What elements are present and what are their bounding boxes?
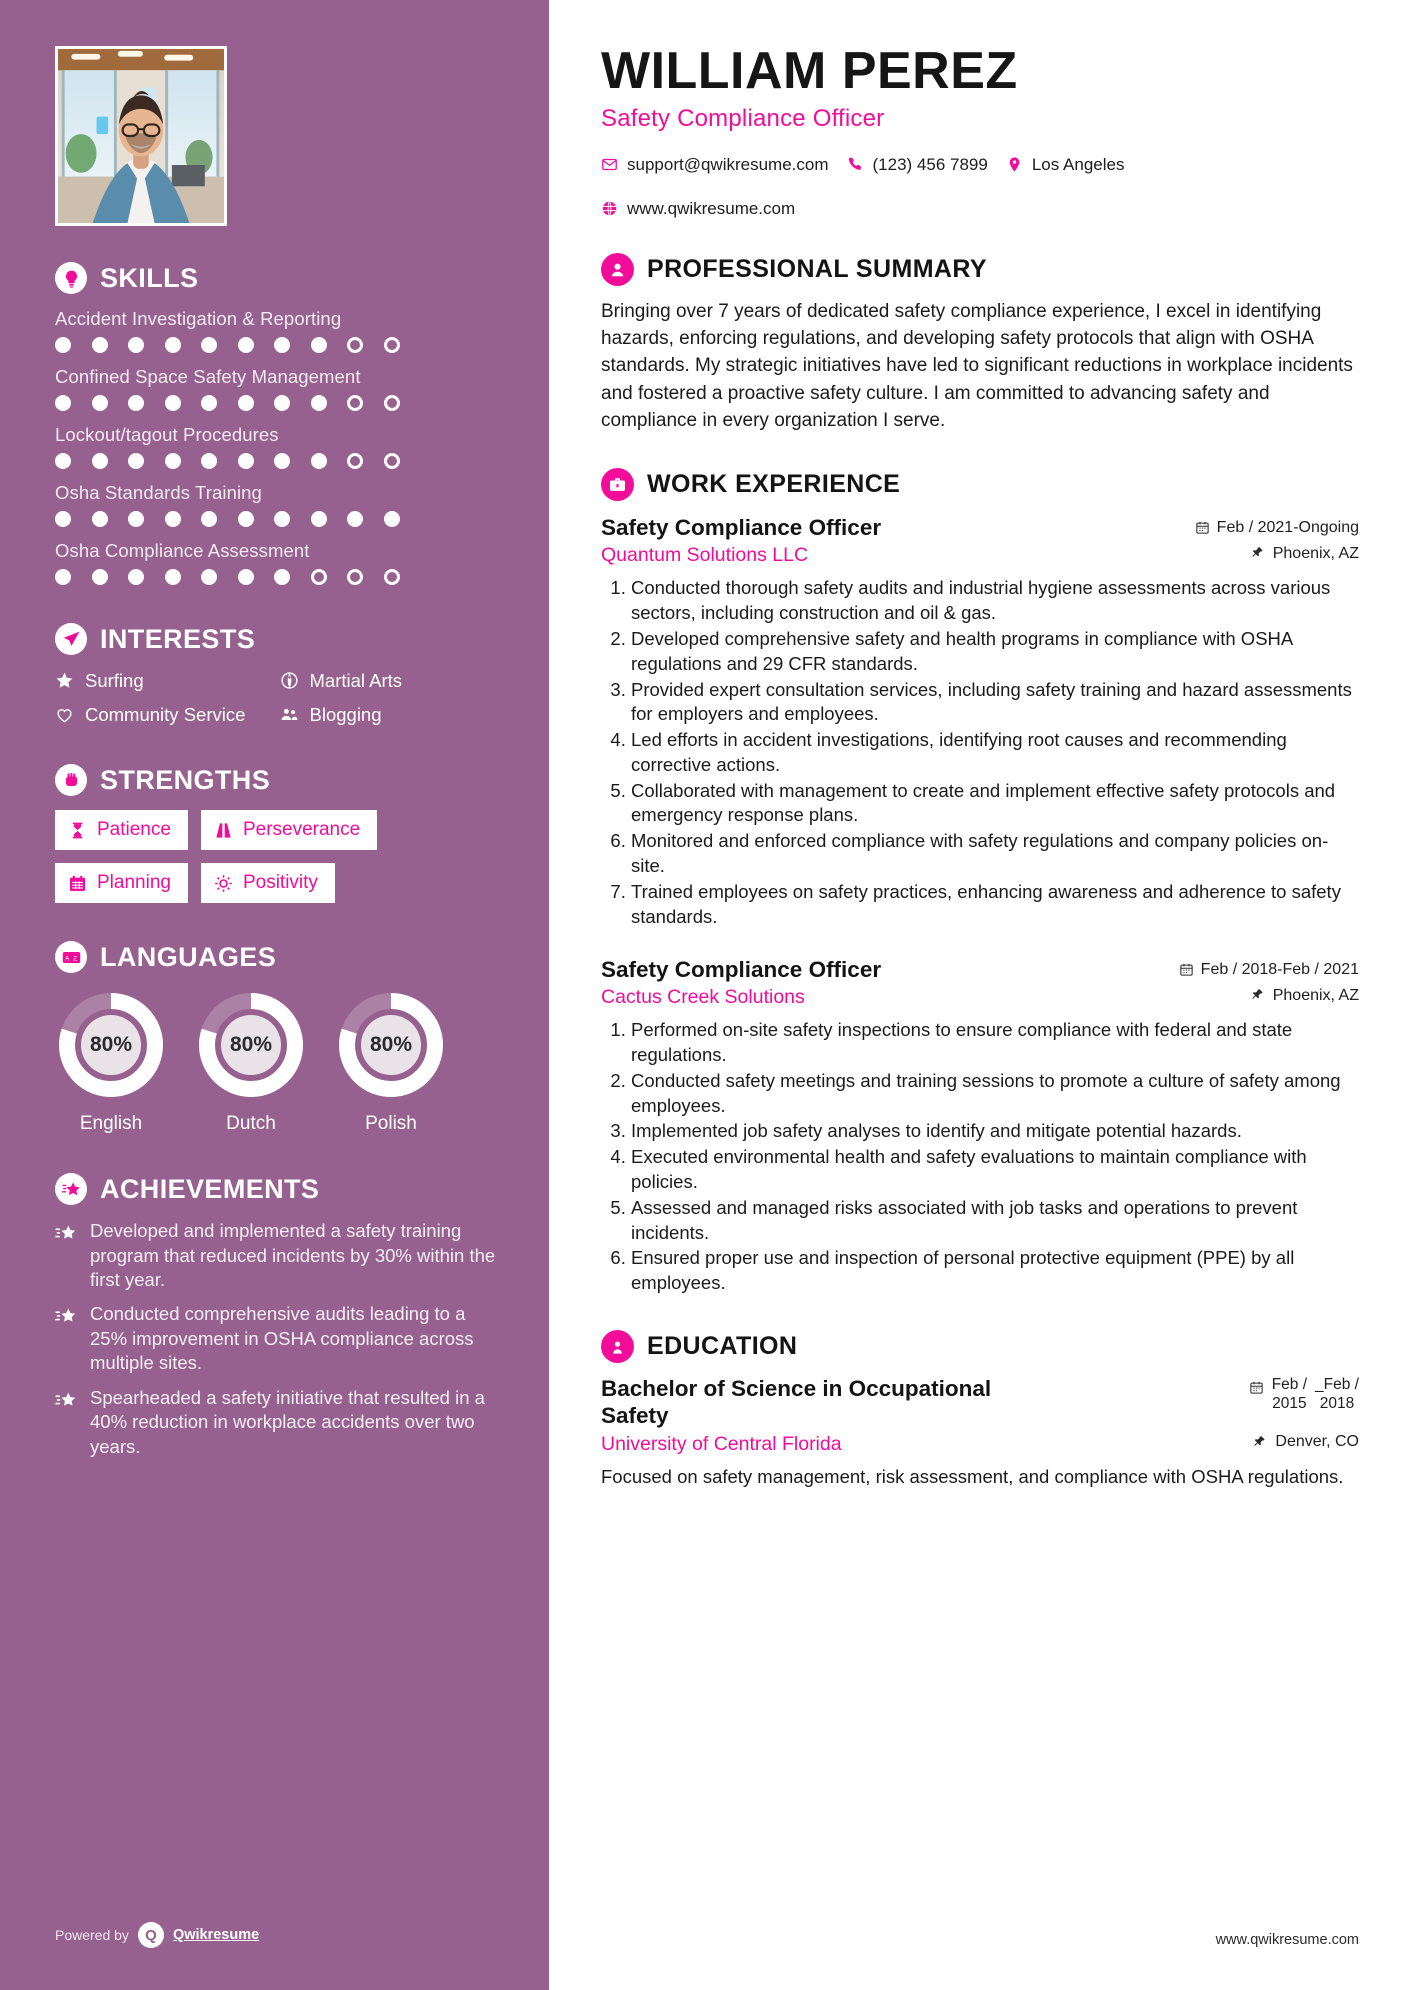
- skill-dot-filled: [238, 511, 254, 527]
- section-achievements: [0, 1173, 555, 1459]
- skills-list: [55, 308, 500, 585]
- skill-dot-filled: [55, 337, 71, 353]
- skill-dot-filled: [311, 453, 327, 469]
- skill-dot-filled: [165, 453, 181, 469]
- education-degree: Bachelor of Science in Occupational Safety: [601, 1375, 992, 1428]
- skill-dot-filled: [238, 337, 254, 353]
- strength-label: Perseverance: [242, 819, 361, 841]
- job-entry: [601, 515, 1359, 929]
- skill-dot-filled: [92, 395, 108, 411]
- education-list: [601, 1375, 1359, 1490]
- shooting-star-icon: [55, 1219, 77, 1292]
- education-description: Focused on safety management, risk assessment, and compliance with OSHA regulations.: [601, 1465, 1344, 1487]
- language-item: [55, 989, 167, 1135]
- languages-header: [55, 941, 500, 973]
- job-dates-text: Feb / 2021-Ongoing: [1216, 518, 1359, 536]
- skill-row: [55, 308, 500, 353]
- fist-icon: [55, 764, 87, 796]
- skill-dot-filled: [165, 569, 181, 585]
- job-location-text: Phoenix, AZ: [1272, 986, 1359, 1004]
- interest-label: Martial Arts: [309, 670, 403, 691]
- edu-start-year: 2015: [1272, 1395, 1307, 1413]
- skill-dot-filled: [165, 511, 181, 527]
- map-pin-icon: [1006, 156, 1023, 173]
- globe-icon: [601, 200, 618, 217]
- interests-title: INTERESTS: [100, 623, 256, 654]
- skill-label: Osha Standards Training: [55, 482, 262, 503]
- skill-dot-empty: [311, 569, 327, 585]
- svg-text:A: A: [64, 955, 69, 963]
- page-title: WILLIAM PEREZ: [601, 42, 1018, 100]
- job-dates: [1179, 961, 1359, 979]
- user-circle-icon: [601, 253, 634, 286]
- skill-dot-filled: [274, 569, 290, 585]
- translate-icon: [55, 941, 87, 973]
- strength-label: Planning: [97, 872, 171, 894]
- skill-dot-empty: [347, 395, 363, 411]
- avatar: [55, 46, 227, 226]
- achievement-text: Spearheaded a safety initiative that resulted in a 40% reduction in workplace accidents over two years.: [90, 1386, 485, 1457]
- language-percent: 80%: [369, 1033, 413, 1057]
- envelope-icon: [601, 156, 618, 173]
- job-bullet: 2. Conducted safety meetings and training sessions to promote a culture of safety among employees.: [631, 1069, 1359, 1119]
- skill-dot-empty: [384, 569, 400, 585]
- interest-item: [280, 703, 501, 726]
- section-education: [601, 1330, 1359, 1490]
- strength-chip: [201, 863, 335, 903]
- education-location-text: Denver, CO: [1275, 1433, 1359, 1451]
- contact-item[interactable]: [847, 155, 988, 175]
- briefcase-icon: [601, 468, 634, 501]
- skill-dot-empty: [347, 569, 363, 585]
- paper-plane-icon: [55, 623, 87, 655]
- language-item: [335, 989, 447, 1135]
- martial-arts-icon: [280, 669, 299, 690]
- job-bullet: 7. Trained employees on safety practices, enhancing awareness and adherence to safety standards.: [631, 880, 1359, 930]
- calendar-icon: [68, 874, 87, 893]
- interest-label: Blogging: [309, 704, 382, 726]
- calendar-small-icon: [1179, 962, 1194, 977]
- skill-dot-filled: [311, 395, 327, 411]
- contact-item[interactable]: [601, 155, 829, 175]
- achievement-text: Developed and implemented a safety training program that reduced incidents by 30% within the first year.: [90, 1220, 496, 1291]
- language-label: English: [79, 1113, 143, 1135]
- skill-label: Accident Investigation & Reporting: [55, 308, 342, 329]
- skill-row: [55, 366, 500, 411]
- strength-chip: [201, 810, 377, 850]
- achievement-text: Conducted comprehensive audits leading to a 25% improvement in OSHA compliance across multiple sites.: [90, 1303, 474, 1374]
- strength-chip: [55, 863, 188, 903]
- strength-label: Positivity: [242, 872, 318, 894]
- contact-item[interactable]: [601, 199, 795, 219]
- skill-rating: [55, 395, 500, 411]
- section-work-experience: [601, 468, 1359, 1296]
- job-bullet: 1. Conducted thorough safety audits and industrial hygiene assessments across various sectors, including construction and oil & gas.: [631, 576, 1359, 626]
- skill-dot-filled: [55, 395, 71, 411]
- strengths-header: [55, 764, 500, 796]
- qwikresume-logo-icon: Q: [138, 1922, 164, 1948]
- skill-dot-filled: [92, 569, 108, 585]
- skill-dot-filled: [128, 453, 144, 469]
- achievement-item: [55, 1386, 500, 1459]
- skill-dot-filled: [128, 511, 144, 527]
- people-icon: [280, 703, 299, 724]
- job-title: Safety Compliance Officer: [601, 515, 882, 541]
- skill-row: [55, 424, 500, 469]
- edu-end-month: _Feb /: [1315, 1375, 1359, 1393]
- education-school: University of Central Florida: [601, 1432, 842, 1455]
- contact-item[interactable]: [1006, 155, 1125, 175]
- contact-list: [601, 155, 1241, 219]
- hand-heart-icon: [55, 703, 74, 724]
- strength-label: Patience: [97, 819, 171, 841]
- skill-dot-filled: [238, 453, 254, 469]
- achievement-item: [55, 1219, 500, 1292]
- language-percent: 80%: [89, 1033, 133, 1057]
- skill-dot-filled: [128, 569, 144, 585]
- strength-chip: [55, 810, 188, 850]
- work-title: WORK EXPERIENCE: [647, 470, 901, 499]
- job-bullet: 3. Provided expert consultation services, including safety training and hazard assessments for employers and employees.: [631, 678, 1359, 728]
- skill-rating: [55, 569, 500, 585]
- education-location: [1253, 1433, 1359, 1451]
- skill-dot-filled: [201, 395, 217, 411]
- skill-dot-empty: [384, 395, 400, 411]
- interest-label: Community Service: [85, 704, 246, 726]
- job-company: Cactus Creek Solutions: [601, 986, 805, 1009]
- skill-label: Confined Space Safety Management: [55, 366, 361, 387]
- skill-row: [55, 482, 500, 527]
- powered-by-label: Powered by: [55, 1927, 129, 1943]
- skill-dot-filled: [311, 337, 327, 353]
- languages-list: [55, 989, 500, 1135]
- job-bullet-list: [601, 1018, 1359, 1296]
- contact-value: Los Angeles: [1031, 154, 1125, 174]
- skill-dot-filled: [201, 337, 217, 353]
- skill-dot-filled: [201, 453, 217, 469]
- job-company-row: [601, 986, 1359, 1009]
- section-languages: [0, 941, 555, 1135]
- summary-header: [601, 253, 1359, 286]
- interests-list: [55, 669, 500, 726]
- achievements-header: [55, 1173, 500, 1205]
- svg-text:Z: Z: [72, 955, 77, 963]
- skill-dot-filled: [274, 453, 290, 469]
- job-bullet: 2. Developed comprehensive safety and health programs in compliance with OSHA regulations and 29 CFR standards.: [631, 627, 1359, 677]
- education-entry: [601, 1375, 1359, 1490]
- interest-item: [55, 669, 276, 692]
- skill-rating: [55, 453, 500, 469]
- pin-small-icon: [1253, 1435, 1268, 1450]
- job-bullet: 6. Monitored and enforced compliance with safety regulations and company policies on-site.: [631, 829, 1359, 879]
- strengths-title: STRENGTHS: [100, 764, 271, 795]
- edu-start-month: Feb /: [1271, 1375, 1308, 1393]
- summary-title: PROFESSIONAL SUMMARY: [647, 254, 987, 283]
- shooting-star-badge-icon: [55, 1173, 87, 1205]
- education-dates: [1249, 1375, 1359, 1414]
- lightbulb-icon: [55, 262, 87, 294]
- skill-dot-filled: [311, 511, 327, 527]
- skill-dot-filled: [238, 569, 254, 585]
- interest-item: [55, 703, 276, 726]
- job-company-row: [601, 544, 1359, 567]
- skill-dot-filled: [165, 337, 181, 353]
- job-entry: [601, 957, 1359, 1296]
- skill-dot-filled: [201, 569, 217, 585]
- jobs-list: [601, 515, 1359, 1296]
- graduation-badge-icon: [601, 1330, 634, 1363]
- languages-title: LANGUAGES: [100, 941, 277, 972]
- skill-dot-filled: [128, 337, 144, 353]
- interest-label: Surfing: [85, 670, 144, 691]
- skill-dot-filled: [201, 511, 217, 527]
- achievements-title: ACHIEVEMENTS: [100, 1173, 320, 1204]
- job-bullet: 4. Executed environmental health and safety evaluations to maintain compliance with policies.: [631, 1145, 1359, 1195]
- skills-header: [55, 262, 500, 294]
- skill-dot-filled: [55, 453, 71, 469]
- skill-dot-filled: [384, 511, 400, 527]
- skill-dot-filled: [274, 337, 290, 353]
- skill-row: [55, 540, 500, 585]
- powered-by: [55, 1922, 259, 1948]
- job-company: Quantum Solutions LLC: [601, 544, 809, 567]
- skill-dot-empty: [384, 337, 400, 353]
- job-bullet: 5. Assessed and managed risks associated with job tasks and operations to prevent incidents.: [631, 1196, 1359, 1246]
- education-end-date: [1315, 1375, 1359, 1414]
- skill-dot-filled: [55, 511, 71, 527]
- calendar-small-icon: [1249, 1375, 1264, 1395]
- job-bullet-list: [601, 576, 1359, 929]
- language-label: Polish: [365, 1113, 417, 1135]
- skill-dot-filled: [128, 395, 144, 411]
- skills-title: SKILLS: [100, 262, 199, 293]
- skill-dot-empty: [347, 337, 363, 353]
- sidebar: [0, 0, 555, 1990]
- skill-dot-filled: [92, 453, 108, 469]
- language-progress-ring: [195, 989, 307, 1101]
- education-start-date: [1272, 1375, 1307, 1414]
- section-strengths: [0, 764, 555, 903]
- hourglass-icon: [68, 821, 87, 840]
- shooting-star-icon: [55, 1302, 77, 1375]
- section-skills: [0, 262, 555, 585]
- language-item: [195, 989, 307, 1135]
- skill-dot-filled: [92, 337, 108, 353]
- skill-dot-empty: [347, 453, 363, 469]
- skill-dot-filled: [165, 395, 181, 411]
- section-professional-summary: [601, 253, 1359, 435]
- skill-rating: [55, 511, 500, 527]
- job-location-text: Phoenix, AZ: [1272, 544, 1359, 562]
- star-icon: [55, 669, 74, 690]
- pin-small-icon: [1251, 988, 1266, 1003]
- job-bullet: 1. Performed on-site safety inspections to ensure compliance with federal and state regulations.: [631, 1018, 1359, 1068]
- job-bullet: 5. Collaborated with management to create and implement effective safety protocols and emergency response plans.: [631, 779, 1359, 829]
- strengths-list: [55, 810, 500, 903]
- section-interests: [0, 623, 555, 726]
- job-location: [1251, 545, 1359, 563]
- skill-dot-filled: [274, 395, 290, 411]
- job-title-row: [601, 957, 1359, 983]
- job-dates-text: Feb / 2018-Feb / 2021: [1200, 960, 1359, 978]
- education-header: [601, 1330, 1359, 1363]
- achievement-item: [55, 1302, 500, 1375]
- education-title: EDUCATION: [647, 1331, 798, 1360]
- job-title-row: [601, 515, 1359, 541]
- language-progress-ring: [55, 989, 167, 1101]
- pin-small-icon: [1251, 546, 1266, 561]
- phone-icon: [847, 156, 864, 173]
- skill-dot-filled: [55, 569, 71, 585]
- education-title-row: [601, 1375, 1359, 1429]
- language-percent: 80%: [229, 1033, 273, 1057]
- skill-dot-filled: [238, 395, 254, 411]
- skill-label: Lockout/tagout Procedures: [55, 424, 279, 445]
- skill-dot-filled: [92, 511, 108, 527]
- calendar-small-icon: [1195, 520, 1210, 535]
- contact-value: support@qwikresume.com: [627, 154, 829, 174]
- job-title: Safety Compliance Officer: [601, 957, 882, 983]
- summary-text: Bringing over 7 years of dedicated safety compliance experience, I excel in identifying hazards, enforcing regulations, and developing safety protocols that align with OSHA standards. My strategic initiatives have led to significant reductions in workplace incidents and fostered a proactive safety culture. I am committed to advancing safety and compliance in every organization I serve.: [601, 300, 1353, 432]
- qwikresume-brand-link[interactable]: Qwikresume: [172, 1927, 260, 1943]
- skill-dot-empty: [384, 453, 400, 469]
- shooting-star-icon: [55, 1386, 77, 1459]
- road-icon: [214, 821, 233, 840]
- skill-dot-filled: [274, 511, 290, 527]
- job-dates: [1195, 519, 1359, 537]
- education-school-row: [601, 1433, 1359, 1456]
- interests-header: [55, 623, 500, 655]
- language-label: Dutch: [226, 1113, 276, 1135]
- contact-value: (123) 456 7899: [872, 154, 988, 174]
- footer-url: www.qwikresume.com: [1215, 1932, 1359, 1948]
- language-progress-ring: [335, 989, 447, 1101]
- job-bullet: 4. Led efforts in accident investigations, identifying root causes and recommending corrective actions.: [631, 728, 1359, 778]
- job-bullet: 3. Implemented job safety analyses to identify and mitigate potential hazards.: [631, 1119, 1359, 1144]
- edu-end-year: 2018: [1319, 1395, 1355, 1413]
- job-location: [1251, 987, 1359, 1005]
- skill-dot-filled: [347, 511, 363, 527]
- job-bullet: 6. Ensured proper use and inspection of personal protective equipment (PPE) by all employees.: [631, 1246, 1359, 1296]
- skill-label: Osha Compliance Assessment: [55, 540, 310, 561]
- contact-value: www.qwikresume.com: [627, 198, 796, 218]
- job-role-subtitle: Safety Compliance Officer: [601, 104, 885, 132]
- skill-rating: [55, 337, 500, 353]
- achievements-list: [55, 1219, 500, 1459]
- main-content: [555, 0, 1407, 1990]
- interest-item: [280, 669, 501, 692]
- candidate-photo-illustration: [58, 49, 224, 223]
- work-header: [601, 468, 1359, 501]
- sun-icon: [214, 874, 233, 893]
